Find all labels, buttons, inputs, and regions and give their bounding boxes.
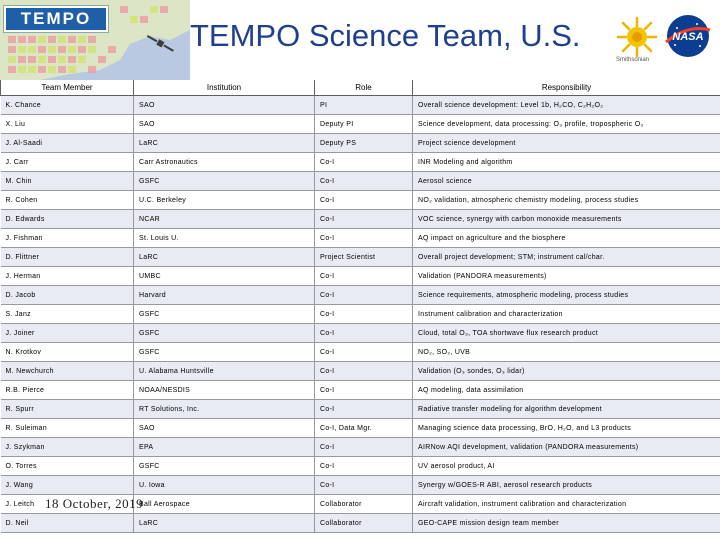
- team-member-cell: D. Flittner: [1, 248, 134, 267]
- table-row: [1, 115, 720, 134]
- role-cell: Collaborator: [315, 514, 413, 533]
- responsibility-cell: Aerosol science: [413, 172, 720, 191]
- column-header-institution: Institution: [134, 80, 315, 96]
- team-member-cell: S. Janz: [1, 305, 134, 324]
- role-cell: PI: [315, 96, 413, 115]
- responsibility-cell: NO₂, SO₂, UVB: [413, 343, 720, 362]
- institution-cell: GSFC: [134, 343, 315, 362]
- column-header-responsibility: Responsibility: [413, 80, 720, 96]
- table-row: [1, 172, 720, 191]
- institution-cell: LaRC: [134, 134, 315, 153]
- table-row: [1, 210, 720, 229]
- team-member-cell: J. Wang: [1, 476, 134, 495]
- institution-cell: SAO: [134, 419, 315, 438]
- institution-cell: LaRC: [134, 514, 315, 533]
- responsibility-cell: AQ impact on agriculture and the biosphere: [413, 229, 720, 248]
- table-row: [1, 229, 720, 248]
- table-row: [1, 514, 720, 533]
- institution-cell: GSFC: [134, 172, 315, 191]
- table-row: [1, 153, 720, 172]
- science-team-table: [0, 80, 720, 533]
- responsibility-cell: INR Modeling and algorithm: [413, 153, 720, 172]
- institution-cell: GSFC: [134, 324, 315, 343]
- role-cell: Co-I: [315, 438, 413, 457]
- team-member-cell: M. Newchurch: [1, 362, 134, 381]
- table-row: [1, 457, 720, 476]
- team-member-cell: J. Al-Saadi: [1, 134, 134, 153]
- page-title: TEMPO Science Team, U.S.: [190, 18, 581, 53]
- responsibility-cell: Managing science data processing, BrO, H₂O, and L3 products: [413, 419, 720, 438]
- responsibility-cell: Instrument calibration and characterization: [413, 305, 720, 324]
- table-row: [1, 400, 720, 419]
- role-cell: Co-I: [315, 476, 413, 495]
- institution-cell: GSFC: [134, 305, 315, 324]
- role-cell: Deputy PS: [315, 134, 413, 153]
- responsibility-cell: Validation (PANDORA measurements): [413, 267, 720, 286]
- institution-cell: SAO: [134, 115, 315, 134]
- table-row: [1, 476, 720, 495]
- role-cell: Co-I: [315, 191, 413, 210]
- responsibility-cell: VOC science, synergy with carbon monoxide measurements: [413, 210, 720, 229]
- column-header-team-member: Team Member: [1, 80, 134, 96]
- team-member-cell: M. Chin: [1, 172, 134, 191]
- team-member-cell: R. Spurr: [1, 400, 134, 419]
- institution-cell: LaRC: [134, 248, 315, 267]
- role-cell: Project Scientist: [315, 248, 413, 267]
- table-row: [1, 191, 720, 210]
- institution-cell: RT Solutions, Inc.: [134, 400, 315, 419]
- responsibility-cell: Science development, data processing: O₃ profile, tropospheric O₃: [413, 115, 720, 134]
- table-row: [1, 362, 720, 381]
- table-row: [1, 134, 720, 153]
- responsibility-cell: Radiative transfer modeling for algorithm development: [413, 400, 720, 419]
- team-member-cell: X. Liu: [1, 115, 134, 134]
- team-member-cell: D. Neil: [1, 514, 134, 533]
- responsibility-cell: AIRNow AQI development, validation (PANDORA measurements): [413, 438, 720, 457]
- responsibility-cell: GEO-CAPE mission design team member: [413, 514, 720, 533]
- table-row: [1, 343, 720, 362]
- team-member-cell: D. Jacob: [1, 286, 134, 305]
- responsibility-cell: UV aerosol product, AI: [413, 457, 720, 476]
- table-body: [1, 96, 720, 533]
- role-cell: Co-I: [315, 229, 413, 248]
- role-cell: Co-I: [315, 172, 413, 191]
- responsibility-cell: Validation (O₃ sondes, O₃ lidar): [413, 362, 720, 381]
- table-row: [1, 381, 720, 400]
- nasa-logo: [662, 12, 714, 60]
- team-member-cell: J. Herman: [1, 267, 134, 286]
- institution-cell: NCAR: [134, 210, 315, 229]
- nasa-logo-text: NASA: [672, 31, 704, 43]
- role-cell: Co-I, Data Mgr.: [315, 419, 413, 438]
- institution-cell: Ball Aerospace: [134, 495, 315, 514]
- institution-cell: GSFC: [134, 457, 315, 476]
- table-row: [1, 438, 720, 457]
- responsibility-cell: Cloud, total O₃, TOA shortwave flux research product: [413, 324, 720, 343]
- role-cell: Co-I: [315, 210, 413, 229]
- table-row: [1, 419, 720, 438]
- team-member-cell: J. Carr: [1, 153, 134, 172]
- tempo-logo: TEMPO: [4, 6, 108, 32]
- table-row: [1, 267, 720, 286]
- institution-cell: U. Alabama Huntsville: [134, 362, 315, 381]
- team-member-cell: D. Edwards: [1, 210, 134, 229]
- role-cell: Co-I: [315, 381, 413, 400]
- team-member-cell: R.B. Pierce: [1, 381, 134, 400]
- responsibility-cell: AQ modeling, data assimilation: [413, 381, 720, 400]
- table-header-row: [1, 80, 720, 96]
- role-cell: Co-I: [315, 305, 413, 324]
- role-cell: Co-I: [315, 343, 413, 362]
- slide-header: [0, 0, 720, 80]
- institution-cell: Carr Astronautics: [134, 153, 315, 172]
- institution-cell: Harvard: [134, 286, 315, 305]
- role-cell: Co-I: [315, 324, 413, 343]
- team-member-cell: R. Cohen: [1, 191, 134, 210]
- institution-cell: SAO: [134, 96, 315, 115]
- footer-date: 18 October, 2019: [45, 496, 144, 511]
- institution-cell: U.C. Berkeley: [134, 191, 315, 210]
- table-row: [1, 305, 720, 324]
- team-member-cell: K. Chance: [1, 96, 134, 115]
- responsibility-cell: Aircraft validation, instrument calibration and characterization: [413, 495, 720, 514]
- table-row: [1, 324, 720, 343]
- team-member-cell: J. Leitch: [1, 495, 134, 514]
- table-row: [1, 96, 720, 115]
- team-member-cell: J. Szykman: [1, 438, 134, 457]
- responsibility-cell: Synergy w/GOES-R ABI, aerosol research products: [413, 476, 720, 495]
- role-cell: Co-I: [315, 267, 413, 286]
- institution-cell: EPA: [134, 438, 315, 457]
- responsibility-cell: Overall science development: Level 1b, H₂CO, C₂H₂O₂: [413, 96, 720, 115]
- table-row: [1, 248, 720, 267]
- role-cell: Co-I: [315, 457, 413, 476]
- smithsonian-caption: Smithsonian: [616, 57, 650, 63]
- team-member-cell: R. Suleiman: [1, 419, 134, 438]
- column-header-role: Role: [315, 80, 413, 96]
- role-cell: Co-I: [315, 286, 413, 305]
- role-cell: Collaborator: [315, 495, 413, 514]
- team-member-cell: O. Torres: [1, 457, 134, 476]
- institution-cell: NOAA/NESDIS: [134, 381, 315, 400]
- role-cell: Deputy PI: [315, 115, 413, 134]
- table-row: [1, 286, 720, 305]
- team-member-cell: N. Krotkov: [1, 343, 134, 362]
- institution-cell: U. Iowa: [134, 476, 315, 495]
- role-cell: Co-I: [315, 153, 413, 172]
- institution-cell: St. Louis U.: [134, 229, 315, 248]
- responsibility-cell: Project science development: [413, 134, 720, 153]
- institution-cell: UMBC: [134, 267, 315, 286]
- responsibility-cell: NO₂ validation, atmospheric chemistry modeling, process studies: [413, 191, 720, 210]
- team-member-cell: J. Joiner: [1, 324, 134, 343]
- role-cell: Co-I: [315, 362, 413, 381]
- responsibility-cell: Science requirements, atmospheric modeling, process studies: [413, 286, 720, 305]
- role-cell: Co-I: [315, 400, 413, 419]
- team-member-cell: J. Fishman: [1, 229, 134, 248]
- responsibility-cell: Overall project development; STM; instrument cal/char.: [413, 248, 720, 267]
